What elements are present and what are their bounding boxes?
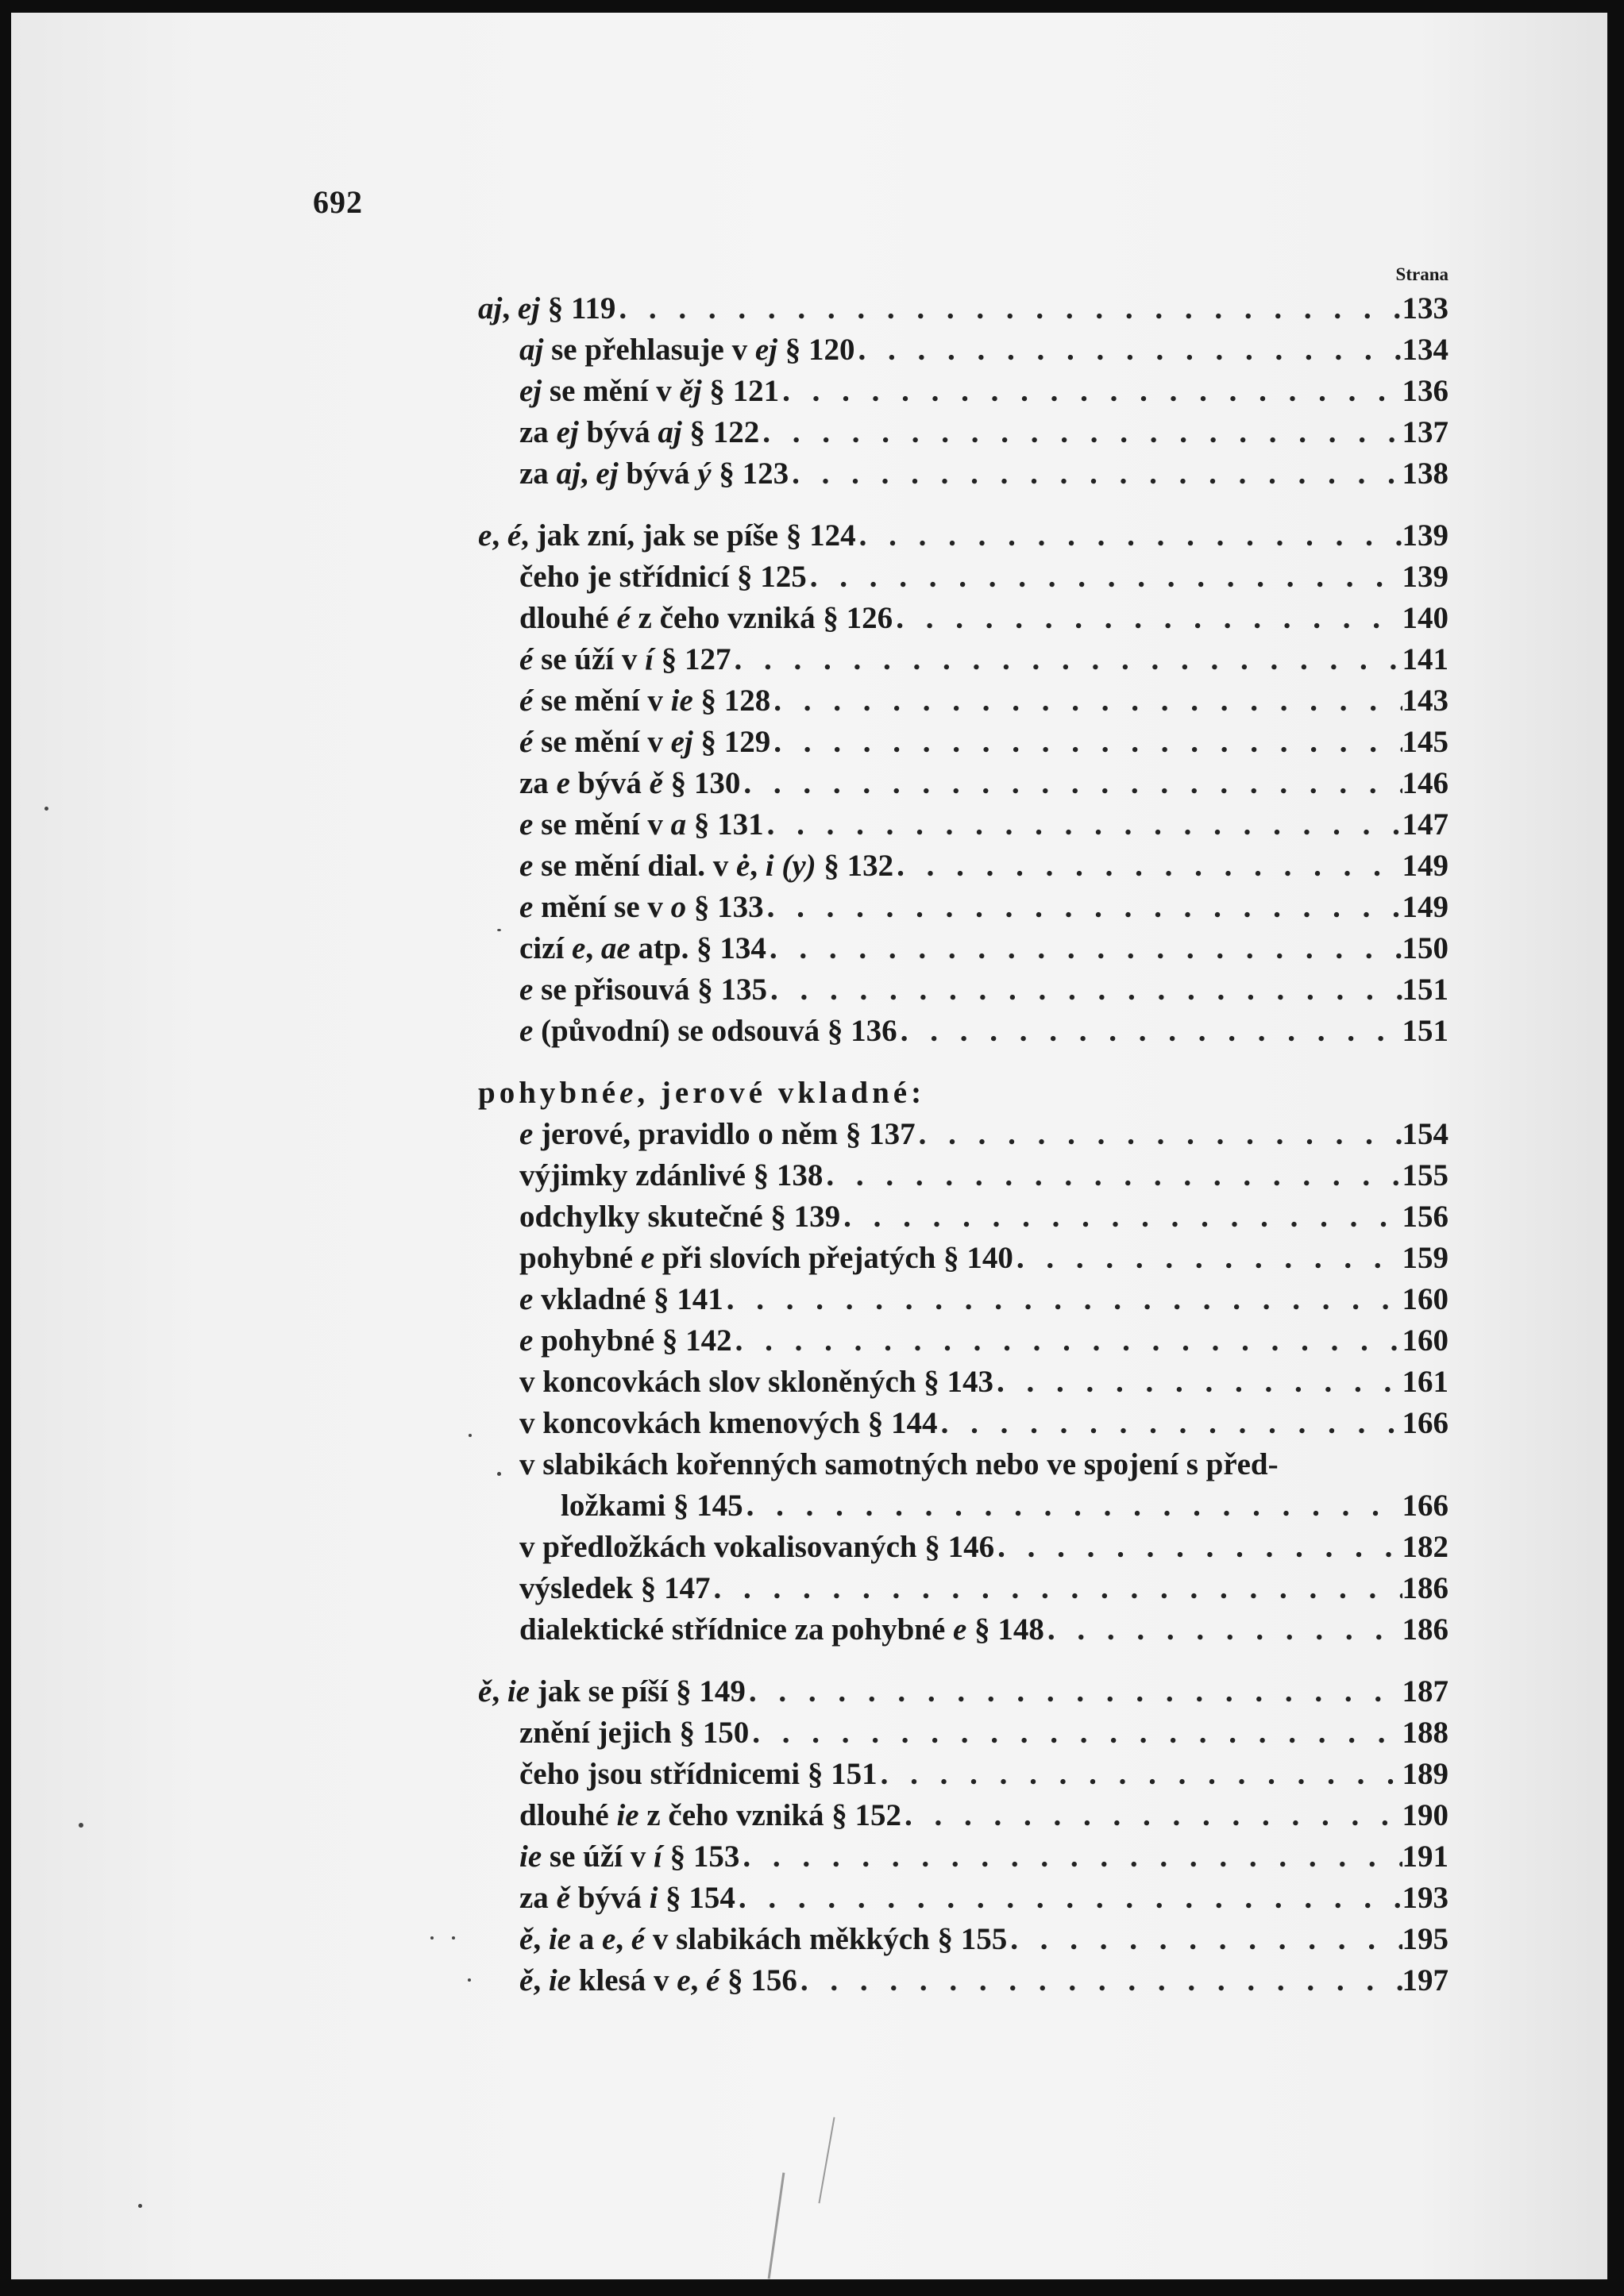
toc-entry — [478, 288, 1448, 329]
dot-leader — [767, 969, 1402, 1011]
toc-entry-page: 166 — [1402, 1406, 1448, 1440]
toc-entry — [478, 1836, 1448, 1878]
dot-leader — [1007, 1919, 1402, 1960]
toc-entry-label: e se mění dial. v ė, i (y) § 132 — [519, 849, 894, 883]
dot-leader — [739, 1836, 1402, 1878]
toc-entry — [478, 763, 1448, 804]
dot-leader — [916, 1114, 1402, 1155]
toc-entry — [478, 1609, 1448, 1651]
toc-entry-label: ložkami § 145 — [561, 1489, 743, 1523]
toc-entry-label: ej se mění v ěj § 121 — [519, 374, 780, 408]
dot-leader — [779, 371, 1402, 412]
toc-entry-label: výjimky zdánlivé § 138 — [519, 1158, 824, 1192]
toc-entry-label: v koncovkách kmenových § 144 — [519, 1406, 938, 1440]
toc-entry-label: čeho jsou střídnicemi § 151 — [519, 1757, 878, 1791]
toc-entry-page: 160 — [1402, 1282, 1448, 1316]
toc-entry-page: 138 — [1402, 457, 1448, 491]
toc-entry-label: é se mění v ie § 128 — [519, 684, 771, 718]
scan-speck — [430, 1936, 434, 1940]
toc-entry-page: 133 — [1402, 291, 1448, 326]
toc-entry-wrapped-line: v slabikách kořenných samotných nebo ve spojení s před- — [519, 1447, 1279, 1481]
dot-leader — [840, 1196, 1402, 1238]
dot-leader — [994, 1527, 1402, 1568]
dot-leader — [797, 1960, 1402, 2001]
toc-entry-page: 136 — [1402, 374, 1448, 408]
table-of-contents — [478, 288, 1448, 2001]
toc-entry — [478, 639, 1448, 680]
toc-entry — [478, 928, 1448, 969]
dot-leader — [856, 515, 1402, 557]
dot-leader — [711, 1568, 1402, 1609]
toc-entry-page: 189 — [1402, 1757, 1448, 1791]
dot-leader — [1044, 1609, 1402, 1651]
dot-leader — [897, 1011, 1402, 1052]
toc-entry-page: 155 — [1402, 1158, 1448, 1192]
toc-entry — [478, 1155, 1448, 1196]
toc-entry-page: 166 — [1402, 1489, 1448, 1523]
toc-entry — [478, 412, 1448, 453]
scan-speck — [468, 1978, 471, 1982]
toc-entry-page: 149 — [1402, 849, 1448, 883]
dot-leader — [878, 1754, 1402, 1795]
toc-entry-label: é se úží v í § 127 — [519, 642, 731, 676]
toc-entry-label: v koncovkách slov skloněných § 143 — [519, 1365, 994, 1399]
toc-entry — [478, 557, 1448, 598]
toc-entry-label: znění jejich § 150 — [519, 1716, 750, 1750]
toc-entry — [478, 1712, 1448, 1754]
dot-leader — [615, 288, 1402, 329]
toc-entry-page: 139 — [1402, 518, 1448, 553]
toc-entry — [478, 1671, 1448, 1712]
toc-entry — [478, 887, 1448, 928]
dot-leader — [723, 1279, 1402, 1320]
toc-entry-label: aj se přehlasuje v ej § 120 — [519, 333, 855, 367]
toc-entry-label: za ej bývá aj § 122 — [519, 415, 760, 449]
toc-entry-label: e (původní) se odsouvá § 136 — [519, 1014, 897, 1048]
toc-entry-page: 193 — [1402, 1881, 1448, 1915]
toc-entry — [478, 1919, 1448, 1960]
scan-scratch — [818, 2117, 835, 2204]
toc-entry-page: 151 — [1402, 973, 1448, 1007]
dot-leader — [749, 1712, 1402, 1754]
toc-entry — [478, 329, 1448, 371]
dot-leader — [735, 1878, 1402, 1919]
dot-leader — [770, 680, 1402, 722]
toc-entry-page: 186 — [1402, 1571, 1448, 1605]
scan-speck — [497, 929, 501, 931]
scan-speck — [497, 1472, 501, 1476]
dot-leader — [746, 1671, 1402, 1712]
toc-entry-label: výsledek § 147 — [519, 1571, 711, 1605]
toc-entry-label: v předložkách vokalisovaných § 146 — [519, 1530, 995, 1564]
toc-entry — [478, 1196, 1448, 1238]
toc-entry — [478, 680, 1448, 722]
toc-entry — [478, 598, 1448, 639]
toc-entry-label: e pohybné § 142 — [519, 1323, 732, 1358]
dot-leader — [732, 1320, 1402, 1362]
toc-entry-label: e jerové, pravidlo o něm § 137 — [519, 1117, 916, 1151]
dot-leader — [759, 412, 1402, 453]
toc-entry — [478, 1878, 1448, 1919]
dot-leader — [766, 928, 1402, 969]
toc-entry-page: 140 — [1402, 601, 1448, 635]
dot-leader — [901, 1795, 1402, 1836]
toc-entry-page: 156 — [1402, 1200, 1448, 1234]
dot-leader — [855, 329, 1402, 371]
toc-entry-label: e se přisouvá § 135 — [519, 973, 768, 1007]
scan-speck — [138, 2204, 142, 2208]
dot-leader — [938, 1403, 1402, 1444]
toc-entry-page: 154 — [1402, 1117, 1448, 1151]
toc-entry-page: 149 — [1402, 890, 1448, 924]
toc-entry-label: ě, ie jak se píší § 149 — [478, 1674, 746, 1709]
toc-entry-page: 137 — [1402, 415, 1448, 449]
toc-entry — [478, 1011, 1448, 1052]
toc-entry-label: pohybné e při slovích přejatých § 140 — [519, 1241, 1013, 1275]
scan-speck — [79, 1823, 83, 1828]
dot-leader — [893, 598, 1402, 639]
toc-entry-page: 139 — [1402, 560, 1448, 594]
toc-entry-label: ě, ie a e, é v slabikách měkkých § 155 — [519, 1922, 1008, 1956]
toc-entry-label: dlouhé ie z čeho vzniká § 152 — [519, 1798, 902, 1832]
dot-leader — [993, 1362, 1402, 1403]
toc-entry — [478, 804, 1448, 846]
toc-entry — [478, 969, 1448, 1011]
toc-entry — [478, 1114, 1448, 1155]
toc-entry — [478, 1320, 1448, 1362]
toc-entry-page: 145 — [1402, 725, 1448, 759]
toc-entry-label: ě, ie klesá v e, é § 156 — [519, 1963, 797, 1997]
toc-entry-label: odchylky skutečné § 139 — [519, 1200, 841, 1234]
toc-group — [478, 1073, 1448, 1651]
scan-speck — [452, 1936, 455, 1940]
toc-entry — [478, 1279, 1448, 1320]
toc-entry-page: 161 — [1402, 1365, 1448, 1399]
toc-entry — [478, 1485, 1448, 1527]
toc-entry-page: 188 — [1402, 1716, 1448, 1750]
dot-leader — [740, 763, 1402, 804]
toc-entry-label: ie se úží v í § 153 — [519, 1839, 740, 1874]
dot-leader — [823, 1155, 1402, 1196]
toc-entry-page: 143 — [1402, 684, 1448, 718]
toc-entry-label: za aj, ej bývá ý § 123 — [519, 457, 789, 491]
toc-group-heading: pohybné e , jerové vkladné: — [478, 1076, 926, 1110]
toc-entry-page: 191 — [1402, 1839, 1448, 1874]
scanned-page — [11, 13, 1607, 2279]
toc-entry-page: 160 — [1402, 1323, 1448, 1358]
toc-entry-label: e mění se v o § 133 — [519, 890, 764, 924]
toc-entry — [478, 371, 1448, 412]
toc-entry-label: dlouhé é z čeho vzniká § 126 — [519, 601, 893, 635]
page-column-header: Strana — [1395, 264, 1448, 284]
toc-entry-label: za ě bývá i § 154 — [519, 1881, 735, 1915]
toc-entry-page: 182 — [1402, 1530, 1448, 1564]
toc-entry — [478, 515, 1448, 557]
toc-entry-page: 151 — [1402, 1014, 1448, 1048]
toc-entry — [478, 1238, 1448, 1279]
toc-entry-page: 197 — [1402, 1963, 1448, 1997]
dot-leader — [789, 453, 1402, 495]
toc-entry-label: aj, ej § 119 — [478, 291, 616, 326]
dot-leader — [1013, 1238, 1402, 1279]
dot-leader — [807, 557, 1402, 598]
toc-entry-page: 187 — [1402, 1674, 1448, 1709]
toc-entry-label: cizí e, ae atp. § 134 — [519, 931, 766, 965]
toc-entry-label: e vkladné § 141 — [519, 1282, 723, 1316]
toc-entry-page: 159 — [1402, 1241, 1448, 1275]
dot-leader — [731, 639, 1402, 680]
toc-entry-page: 141 — [1402, 642, 1448, 676]
toc-entry — [478, 1527, 1448, 1568]
dot-leader — [764, 887, 1402, 928]
toc-entry-page: 186 — [1402, 1612, 1448, 1647]
dot-leader — [770, 722, 1402, 763]
toc-entry — [478, 453, 1448, 495]
toc-entry-page: 150 — [1402, 931, 1448, 965]
toc-entry-page: 195 — [1402, 1922, 1448, 1956]
toc-entry — [478, 1795, 1448, 1836]
toc-entry — [478, 1754, 1448, 1795]
dot-leader — [743, 1485, 1402, 1527]
dot-leader — [764, 804, 1402, 846]
scan-speck — [44, 807, 48, 811]
toc-entry-label: dialektické střídnice za pohybné e § 148 — [519, 1612, 1044, 1647]
toc-entry — [478, 722, 1448, 763]
toc-entry-page: 147 — [1402, 807, 1448, 842]
toc-entry-label: é se mění v ej § 129 — [519, 725, 771, 759]
toc-entry-label: čeho je střídnicí § 125 — [519, 560, 807, 594]
toc-group — [478, 288, 1448, 495]
scan-speck — [469, 1434, 472, 1437]
toc-entry — [478, 846, 1448, 887]
toc-entry-label: za e bývá ě § 130 — [519, 766, 741, 800]
dot-leader — [893, 846, 1402, 887]
toc-entry-page: 146 — [1402, 766, 1448, 800]
toc-entry — [478, 1362, 1448, 1403]
toc-group — [478, 1671, 1448, 2001]
toc-entry-label: e, é, jak zní, jak se píše § 124 — [478, 518, 856, 553]
toc-group — [478, 515, 1448, 1052]
page-number: 692 — [313, 184, 363, 220]
toc-entry-page: 134 — [1402, 333, 1448, 367]
toc-entry — [478, 1568, 1448, 1609]
toc-entry-page: 190 — [1402, 1798, 1448, 1832]
toc-entry — [478, 1960, 1448, 2001]
toc-entry — [478, 1403, 1448, 1444]
toc-entry-label: e se mění v a § 131 — [519, 807, 764, 842]
scan-scratch — [768, 2172, 785, 2279]
